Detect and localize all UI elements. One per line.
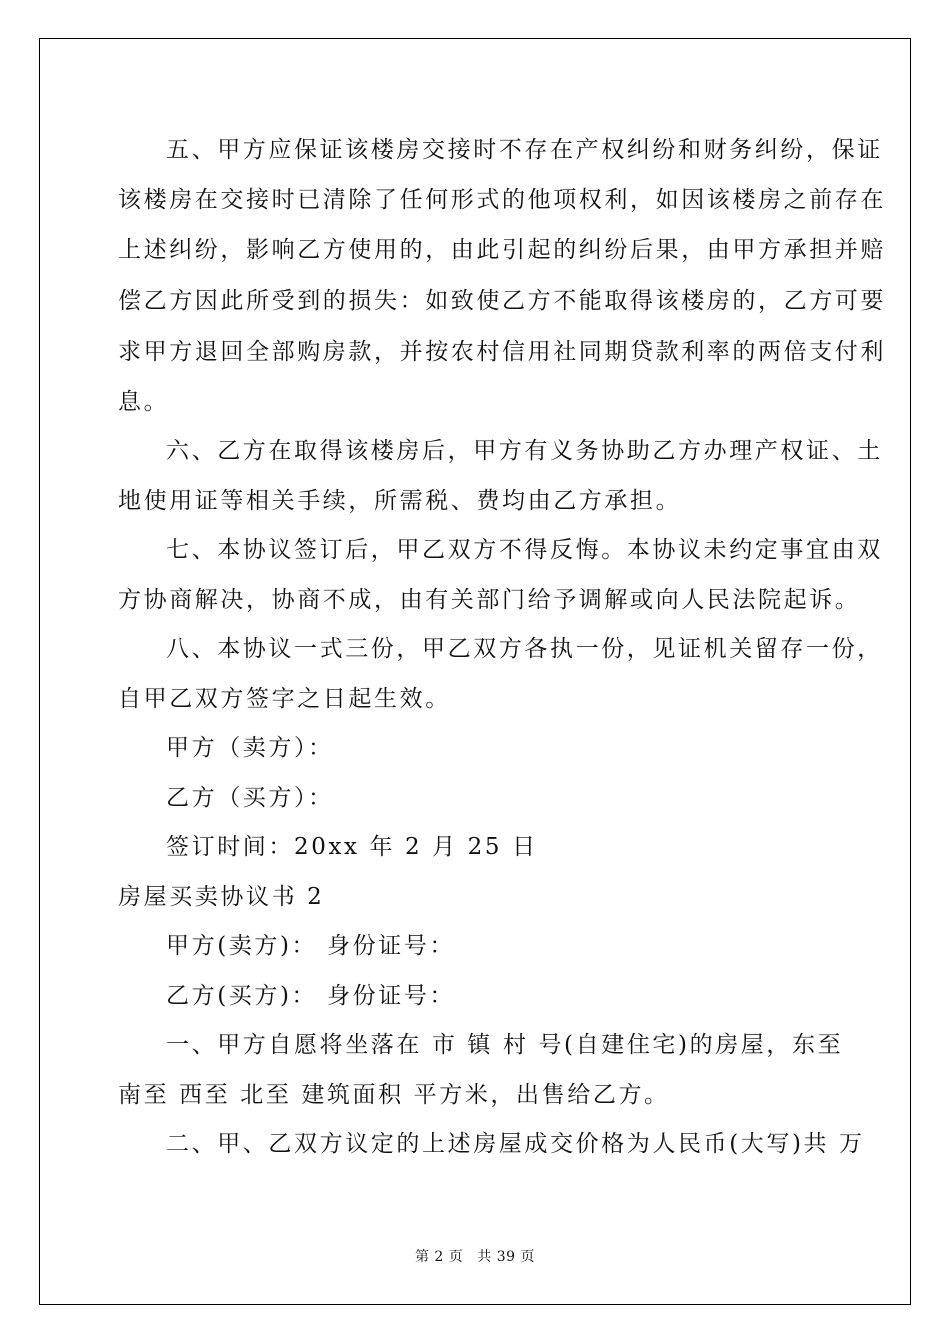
paragraph-line: 求甲方退回全部购房款，并按农村信用社同期贷款利率的两倍支付利	[118, 339, 886, 365]
seller-id-line: 甲方(卖方)： 身份证号：	[166, 933, 456, 959]
buyer-id-line: 乙方(买方)： 身份证号：	[166, 983, 456, 1009]
paragraph-line: 六、乙方在取得该楼房后，甲方有义务协助乙方办理产权证、土	[166, 438, 883, 464]
section-title: 房屋买卖协议书 2	[118, 884, 325, 910]
paragraph-line: 五、甲方应保证该楼房交接时不存在产权纠纷和财务纠纷，保证	[166, 137, 883, 163]
paragraph-line: 一、甲方自愿将坐落在 市 镇 村 号(自建住宅)的房屋，东至	[166, 1032, 844, 1058]
page-total: 共 39 页	[477, 1249, 536, 1265]
paragraph-line: 二、甲、乙双方议定的上述房屋成交价格为人民币(大写)共 万	[166, 1131, 865, 1157]
page-border	[39, 38, 911, 1305]
buyer-signature-label: 乙方（买方）：	[166, 785, 334, 811]
paragraph-line: 偿乙方因此所受到的损失：如致使乙方不能取得该楼房的，乙方可要	[118, 288, 886, 314]
paragraph-line: 该楼房在交接时已清除了任何形式的他项权利，如因该楼房之前存在	[118, 187, 886, 213]
paragraph-line: 方协商解决，协商不成，由有关部门给予调解或向人民法院起诉。	[118, 587, 861, 613]
paragraph-line: 八、本协议一式三份，甲乙双方各执一份，见证机关留存一份，	[166, 636, 883, 662]
seller-signature-label: 甲方（卖方）：	[166, 735, 334, 761]
page-footer	[0, 1246, 950, 1266]
paragraph-line: 地使用证等相关手续，所需税、费均由乙方承担。	[118, 488, 682, 514]
paragraph-line: 自甲乙双方签字之日起生效。	[118, 686, 451, 712]
paragraph-line: 上述纠纷，影响乙方使用的，由此引起的纠纷后果，由甲方承担并赔	[118, 237, 886, 263]
paragraph-line: 南至 西至 北至 建筑面积 平方米，出售给乙方。	[118, 1082, 670, 1108]
page-number: 第 2 页	[414, 1249, 464, 1265]
signing-date: 签订时间：20xx 年 2 月 25 日	[166, 834, 538, 860]
paragraph-line: 息。	[118, 389, 170, 415]
paragraph-line: 七、本协议签订后，甲乙双方不得反悔。本协议未约定事宜由双	[166, 537, 883, 563]
